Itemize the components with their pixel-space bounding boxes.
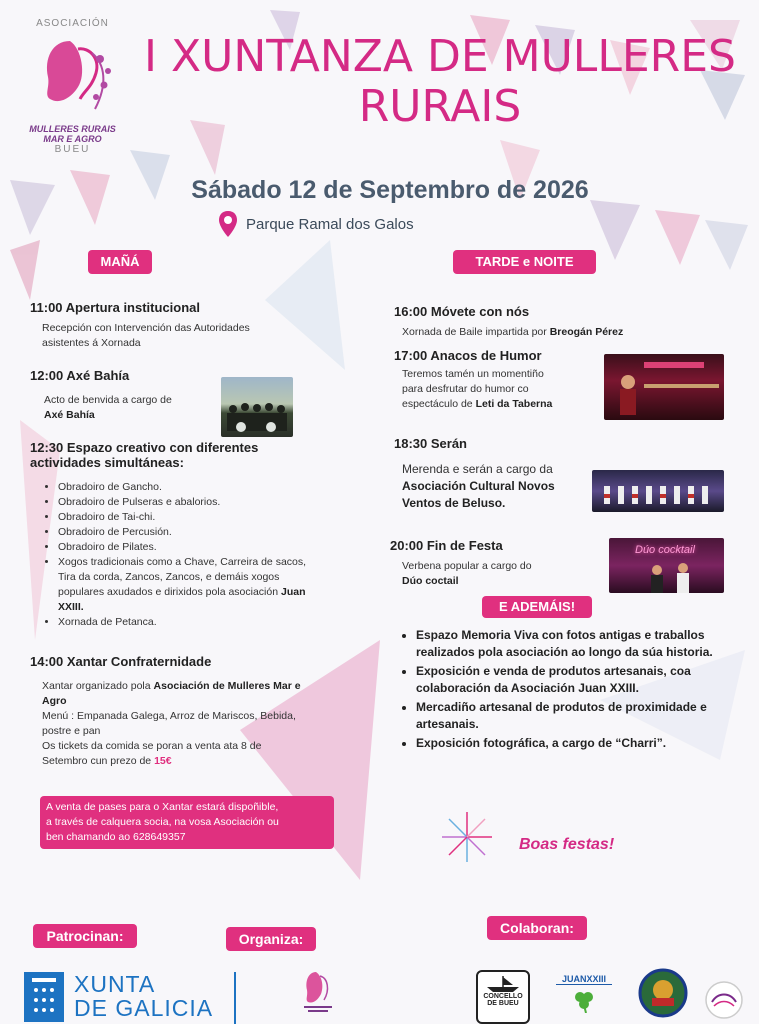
organiza-label: Organiza: [226, 927, 316, 951]
event-desc-line: Teremos tamén un momentiño [402, 368, 544, 380]
ademais-list [398, 627, 746, 754]
event-time-title: 11:00 Apertura institucional [30, 300, 201, 315]
morning-event-2 [30, 368, 230, 423]
association-logo [20, 18, 125, 173]
xunta-line-1: XUNTA [74, 971, 156, 997]
price-text: 15€ [154, 755, 172, 767]
title-line-2: RURAIS [358, 81, 522, 132]
event-desc-line [42, 679, 350, 694]
event-time-title: 20:00 Fin de Festa [390, 538, 503, 553]
event-time-title: 12:00 Axé Bahía [30, 368, 130, 383]
event-desc-line: Verbena popular a cargo do [402, 560, 532, 572]
event-desc-text: Xantar organizado pola [42, 680, 151, 692]
logo-divider [234, 972, 236, 1024]
patrocinan-label: Patrocinan: [33, 924, 137, 948]
xunta-emblem-icon [24, 972, 64, 1022]
list-item: • Mercadiño artesanal de produtos de proximidade e artesanais. [416, 699, 746, 733]
xunta-line-2: DE GALICIA [74, 995, 214, 1021]
juan-text: JUANXXIII [556, 974, 612, 985]
event-desc-bold: Asociación Cultural Novos [402, 479, 555, 493]
concello-line-2: DE BUEU [487, 1000, 519, 1007]
event-desc-bold: Leti da Taberna [475, 398, 553, 410]
list-item-bold: XXIII. [58, 601, 84, 613]
concello-line-1: CONCELLO [483, 993, 523, 1000]
title-line-1: I XUNTANZA DE MULLERES [144, 31, 736, 82]
event-desc-line: Recepción con Intervención das Autoridades [42, 322, 250, 334]
humor-show-photo [604, 354, 724, 420]
event-desc-line: postre e pan [42, 725, 101, 737]
juan-xxiii-logo [556, 974, 612, 1018]
ticket-sale-note [40, 796, 334, 849]
event-date: Sábado 12 de Septembro de 2026 [191, 176, 589, 204]
event-title [130, 32, 750, 132]
event-desc-line: Acto de benvida a cargo de [44, 394, 172, 406]
logo-name-line1: MULLERES RURAIS [29, 124, 116, 134]
afternoon-event-4 [390, 538, 600, 589]
logo-name-line2: MAR E AGRO [43, 134, 102, 144]
list-item: • Espazo Memoria Viva con fotos antigas e traballos realizados pola asociación ao longo da súa historia. [416, 627, 746, 661]
event-desc-line: Os tickets da comida se poran a venta ata 8 de [42, 740, 262, 752]
afternoon-label: TARDE e NOITE [453, 250, 596, 274]
note-line: A venta de pases para o Xantar estará dispoñible, [46, 801, 279, 813]
logo-top-text: ASOCIACIÓN [36, 18, 109, 29]
list-item: • Obradoiro de Pilates. [58, 540, 340, 555]
concello-bueu-logo [476, 970, 530, 1024]
list-item: • Obradoiro de Tai-chi. [58, 510, 340, 525]
map-pin-icon [218, 210, 238, 238]
association-emblem-logo [638, 968, 688, 1018]
morning-event-4 [30, 654, 350, 769]
event-desc-line [42, 754, 350, 769]
note-line: a través de calquera socia, na vosa Asociación ou [46, 816, 279, 828]
event-time-title: 18:30 Serán [394, 436, 467, 451]
event-desc-line [402, 397, 594, 412]
list-item-bold: Juan [280, 586, 306, 598]
event-time-title: 14:00 Xantar Confraternidade [30, 654, 212, 669]
event-time-title: actividades simultáneas: [30, 455, 184, 470]
list-item: • Obradoiro de Pulseras e abalorios. [58, 495, 340, 510]
event-desc-line: asistentes á Xornada [42, 337, 141, 349]
axe-bahia-photo [221, 377, 293, 437]
event-desc-bold: Breogán Pérez [549, 326, 624, 338]
list-item-text: Xogos tradicionais como a Chave, Carreira de sacos, [58, 556, 307, 568]
serán-stage-photo [592, 470, 724, 512]
event-desc-bold: Dúo coctail [402, 575, 459, 587]
afternoon-event-3 [394, 436, 594, 512]
list-item: • Xornada de Petanca. [58, 615, 340, 630]
list-item-text: populares axudados e dirixidos pola asociación [58, 586, 279, 598]
event-desc-line: Merenda e serán a cargo da [402, 462, 553, 476]
event-location [218, 210, 414, 238]
event-time-title: 16:00 Móvete con nós [394, 304, 530, 319]
firework-icon [440, 810, 494, 864]
organizer-logo-small [298, 964, 338, 1014]
event-desc-line [402, 325, 734, 340]
event-desc-text: Xornada de Baile impartida por [402, 326, 547, 338]
list-item: • Exposición e venda de produtos artesanais, coa colaboración da Asociación Juan XXIII. [416, 663, 746, 697]
duo-coctail-photo [609, 538, 724, 593]
event-desc-bold: Agro [42, 695, 67, 707]
logo-town: BUEU [54, 144, 91, 155]
list-item: • Obradoiro de Percusión. [58, 525, 340, 540]
xunta-galicia-logo [24, 972, 239, 1024]
event-desc-bold: Asociación de Mulleres Mar e [153, 680, 301, 692]
event-desc-text: espectáculo de [402, 398, 473, 410]
morning-label: MAÑÁ [88, 250, 152, 274]
afternoon-event-2 [394, 348, 594, 412]
ademais-label: E ADEMÁIS! [482, 596, 592, 618]
list-item: • Obradoiro de Gancho. [58, 480, 340, 495]
event-time-title: 12:30 Espazo creativo con diferentes [30, 440, 259, 455]
boat-icon [483, 975, 523, 993]
morning-event-3 [30, 440, 340, 630]
clover-icon [573, 989, 595, 1013]
morning-event-1 [30, 300, 330, 351]
event-time-title: 17:00 Anacos de Humor [394, 348, 542, 363]
list-item: • Exposición fotográfica, a cargo de “Charri”. [416, 735, 746, 752]
event-desc-line: para desfrutar do humor co [402, 383, 529, 395]
colaboran-label: Colaboran: [487, 916, 587, 940]
note-line: ben chamando ao 628649357 [46, 831, 186, 843]
neon-sign-text: Dúo cocktail [635, 544, 695, 556]
afternoon-event-1 [394, 304, 734, 340]
workshop-list [40, 480, 340, 630]
list-item-text: Tira da corda, Zancos, Zancos, e demáis xogos [58, 571, 280, 583]
circular-collaborator-logo [704, 980, 744, 1020]
location-text: Parque Ramal dos Galos [246, 215, 414, 233]
event-desc-text: Setembro cun prezo de [42, 755, 152, 767]
list-item [58, 555, 340, 615]
boas-festas-text: Boas festas! [519, 836, 615, 853]
event-desc-line: Menú : Empanada Galega, Arroz de Mariscos, Bebida, [42, 710, 296, 722]
woman-profile-icon [20, 29, 125, 124]
event-desc-bold: Axé Bahía [44, 409, 95, 421]
event-desc-bold: Ventos de Beluso. [402, 496, 506, 510]
